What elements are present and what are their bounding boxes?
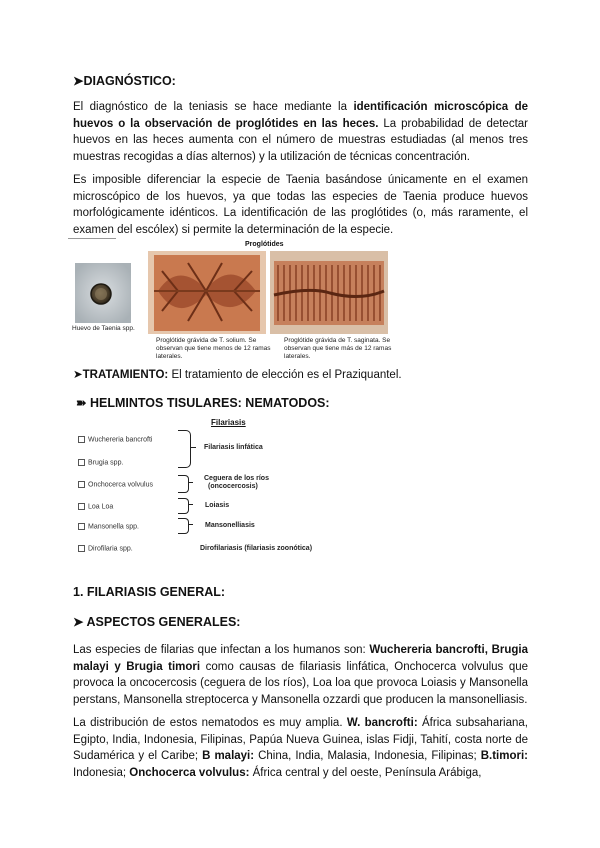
text-run: África subsahariana, Egipto, India, Indonesia, Filipinas, Papúa Nueva Guinea, islas Fidji, Tahití, costa norte de Sudamérica y el Caribe; <box>73 717 528 762</box>
bold-run: B malayi: <box>202 750 255 762</box>
label-mansonelliasis: Mansonelliasis <box>205 522 255 529</box>
treatment-text: El tratamiento de elección es el Praziquantel. <box>168 369 402 381</box>
brace-tick <box>190 447 196 448</box>
brace-tick <box>188 504 193 505</box>
checkbox-icon <box>78 503 85 510</box>
item-label: Dirofilaria spp. <box>88 545 133 553</box>
figure-title: Proglótides <box>245 241 284 248</box>
item-label: Mansonella spp. <box>88 523 139 531</box>
caption-solium: Proglótide grávida de T. solium. Se observan que tiene menos de 12 ramas laterales. <box>156 337 271 360</box>
treatment-line <box>73 367 402 381</box>
text-run: El diagnóstico de la teniasis se hace mediante la <box>73 101 354 113</box>
filaria-item <box>78 503 113 510</box>
brace-mansonella <box>178 518 189 534</box>
bold-run: identificación microscópica de huevos o la observación de proglótides en las heces. <box>73 101 528 130</box>
text-run: como causas de filariasis linfática, Onchocerca volvulus que provoca la oncocercosis (ceguera de los ríos), Loa loa que provoca Loiasis y Mansonella perstans, Mansonella streptocerca y Mansonella ozzardi que producen la mansonelliasis. <box>73 660 529 706</box>
checkbox-icon <box>78 545 85 552</box>
arrow-bullet-icon: ➤ <box>73 74 84 88</box>
label-ceguera: Ceguera de los ríos <box>204 475 269 482</box>
text-run: África central y del oeste, Península Arábiga, <box>249 766 482 779</box>
paragraph-taenia-species: Es imposible diferenciar la especie de Taenia basándose únicamente en el examen microscópico de los huevos, ya que todas las especies de Taenia produce huevos morfológicamente idénticos. La identificación de las proglótides (o, más raramente, el examen del escólex) si permite la determinación de la especie. <box>73 174 528 236</box>
text-run: China, India, Malasia, Indonesia, Filipinas; <box>254 750 481 762</box>
section-heading-filariasis-general: 1. FILARIASIS GENERAL: <box>73 585 226 599</box>
brace-linfatica <box>178 430 191 468</box>
caption-saginata: Proglótide grávida de T. saginata. Se observan que tiene más de 12 ramas laterales. <box>284 337 392 360</box>
brace-tick <box>188 482 193 483</box>
arrow-bullet-icon: ➤ <box>73 369 83 381</box>
brace-loiasis <box>178 498 189 514</box>
brace-ceguera <box>178 475 189 493</box>
filaria-item <box>78 545 133 552</box>
filariasis-title: Filariasis <box>211 418 246 427</box>
bold-run: W. bancrofti: <box>346 717 418 729</box>
item-label: Loa Loa <box>88 503 114 511</box>
figure-rule <box>68 238 116 239</box>
section-heading-aspectos <box>73 614 240 629</box>
section-heading-helmintos <box>76 395 330 410</box>
taenia-egg-image <box>75 263 131 323</box>
item-label: Onchocerca volvulus <box>88 481 153 489</box>
filaria-item <box>78 459 123 466</box>
filaria-item <box>78 523 139 530</box>
label-dirofilariasis: Dirofilariasis (filariasis zoonótica) <box>200 545 313 552</box>
arrow-bullet-icon: ➤ <box>73 615 84 629</box>
heading-text: HELMINTOS TISULARES: NEMATODOS: <box>89 396 330 410</box>
paragraph-distribution <box>73 715 528 781</box>
proglottid-solium-image <box>148 251 266 334</box>
label-linfatica: Filariasis linfática <box>204 444 263 451</box>
label-loiasis: Loiasis <box>205 502 230 509</box>
egg-caption: Huevo de Taenia spp. <box>72 325 135 332</box>
label-oncocercosis: (oncocercosis) <box>208 483 258 490</box>
checkbox-icon <box>78 436 85 443</box>
text-run: La probabilidad de detectar huevos en las heces aumenta con el número de muestras estudiadas (al menos tres muestras recogidas a días alternos) y la utilización de técnicas concentración. <box>73 117 528 163</box>
bold-run: Wuchereria bancrofti, Brugia malayi y Brugia timori <box>73 644 528 673</box>
heading-text: DIAGNÓSTICO: <box>83 74 176 88</box>
treatment-label: TRATAMIENTO: <box>82 369 169 381</box>
bold-run: B.timori: <box>480 750 528 762</box>
brace-tick <box>188 524 193 525</box>
text-run: Las especies de filarias que infectan a los humanos son: <box>73 644 370 656</box>
checkbox-icon <box>78 459 85 466</box>
filaria-item <box>78 436 152 443</box>
arrow-bullet-icon: ➽ <box>76 396 87 410</box>
heading-text: ASPECTOS GENERALES: <box>86 615 241 629</box>
section-heading-diagnostico <box>73 73 176 88</box>
paragraph-diagnosis <box>73 99 528 165</box>
item-label: Brugia spp. <box>88 459 124 467</box>
proglottid-saginata-image <box>270 251 388 334</box>
checkbox-icon <box>78 481 85 488</box>
bold-run: Onchocerca volvulus: <box>129 766 250 779</box>
paragraph-species <box>73 642 528 708</box>
filaria-item <box>78 481 153 488</box>
item-label: Wuchereria bancrofti <box>88 436 153 444</box>
text-run: La distribución de estos nematodos es muy amplia. <box>73 717 347 729</box>
checkbox-icon <box>78 523 85 530</box>
text-run: Indonesia; <box>73 766 130 779</box>
